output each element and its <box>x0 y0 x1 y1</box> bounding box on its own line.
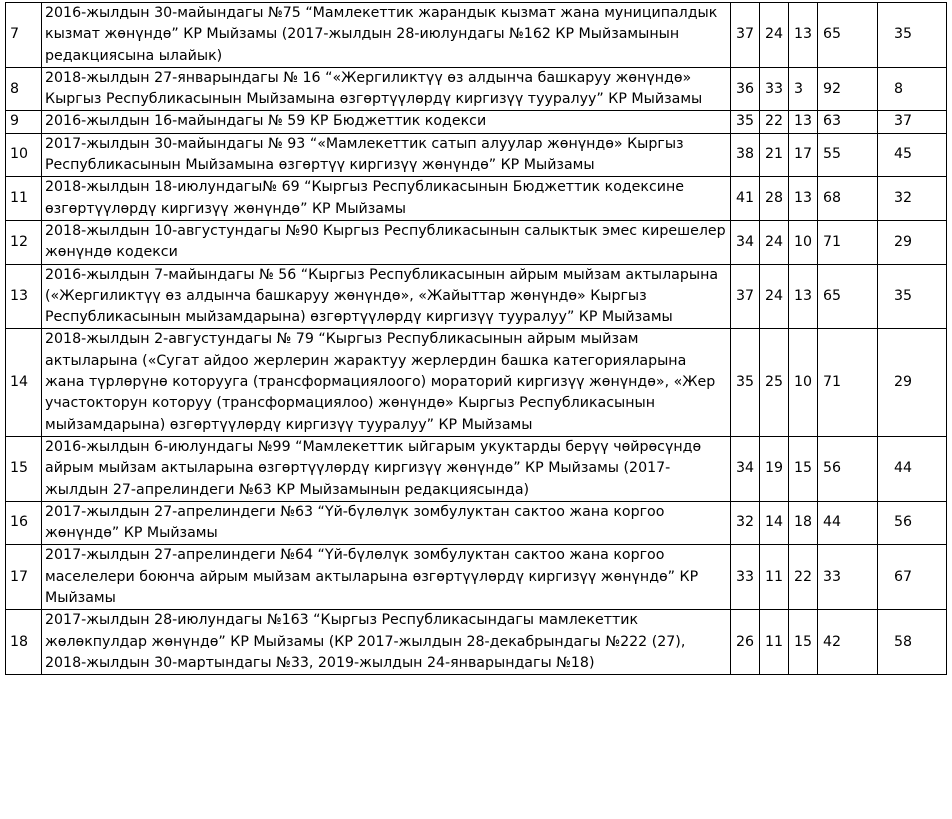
value-col-2: 25 <box>760 329 789 436</box>
value-col-5: 8 <box>878 67 947 111</box>
law-title: 2016-жылдын 6-июлундагы №99 “Мамлекеттик ыйгарым укуктарды берүү чөйрөсүндө айрым мыйзам актыларына өзгөртүүлөрдү киргизүү жөнүндө” КР Мыйзамы (2017-жылдын 27-апрелиндеги №63 КР Мыйзамынын редакциясында) <box>42 436 731 501</box>
value-col-2: 11 <box>760 545 789 610</box>
value-col-3: 10 <box>789 220 818 264</box>
law-title: 2018-жылдын 2-августундагы № 79 “Кыргыз Республикасынын айрым мыйзам актыларына («Сугат айдоо жерлерин жарактуу жерлердин башка категорияларына жана түрлөрүнө которууга (трансформациялоого) мораторий киргизүү жөнүндө», «Жер участокторун которуу (трансформациялоо) жөнүндө» Кыргыз Республикасынын мыйзамдарына) өзгөртүүлөрдү киргизүү тууралуу” КР Мыйзамы <box>42 329 731 436</box>
laws-table <box>5 2 947 675</box>
table-row <box>6 501 947 545</box>
value-col-5: 58 <box>878 610 947 675</box>
table-row <box>6 329 947 436</box>
value-col-4: 63 <box>818 111 878 133</box>
value-col-5: 29 <box>878 220 947 264</box>
value-col-2: 24 <box>760 3 789 68</box>
value-col-5: 44 <box>878 436 947 501</box>
value-col-1: 35 <box>731 329 760 436</box>
law-title: 2017-жылдын 30-майындагы № 93 “«Мамлекеттик сатып алуулар жөнүндө» Кыргыз Республикасынын Мыйзамына өзгөртүү киргизүү жөнүндө” КР Мыйзамы <box>42 133 731 177</box>
table-row <box>6 133 947 177</box>
value-col-3: 18 <box>789 501 818 545</box>
value-col-3: 13 <box>789 111 818 133</box>
value-col-1: 37 <box>731 3 760 68</box>
value-col-5: 32 <box>878 177 947 221</box>
value-col-4: 71 <box>818 220 878 264</box>
value-col-1: 38 <box>731 133 760 177</box>
value-col-4: 71 <box>818 329 878 436</box>
value-col-4: 42 <box>818 610 878 675</box>
table-row <box>6 111 947 133</box>
row-number: 14 <box>6 329 42 436</box>
table-row <box>6 436 947 501</box>
table-row <box>6 67 947 111</box>
value-col-2: 24 <box>760 264 789 329</box>
value-col-4: 44 <box>818 501 878 545</box>
value-col-1: 33 <box>731 545 760 610</box>
value-col-1: 34 <box>731 436 760 501</box>
row-number: 18 <box>6 610 42 675</box>
value-col-4: 55 <box>818 133 878 177</box>
value-col-4: 56 <box>818 436 878 501</box>
value-col-1: 37 <box>731 264 760 329</box>
value-col-3: 15 <box>789 610 818 675</box>
value-col-3: 13 <box>789 3 818 68</box>
row-number: 8 <box>6 67 42 111</box>
value-col-1: 26 <box>731 610 760 675</box>
value-col-3: 13 <box>789 177 818 221</box>
table-body <box>6 3 947 675</box>
value-col-1: 34 <box>731 220 760 264</box>
value-col-2: 21 <box>760 133 789 177</box>
law-title: 2018-жылдын 27-январындагы № 16 “«Жергиликтүү өз алдынча башкаруу жөнүндө» Кыргыз Республикасынын Мыйзамына өзгөртүүлөрдү киргизүү тууралуу” КР Мыйзамы <box>42 67 731 111</box>
value-col-5: 37 <box>878 111 947 133</box>
value-col-3: 10 <box>789 329 818 436</box>
table-row <box>6 610 947 675</box>
value-col-2: 22 <box>760 111 789 133</box>
value-col-2: 24 <box>760 220 789 264</box>
value-col-3: 22 <box>789 545 818 610</box>
table-row <box>6 264 947 329</box>
value-col-3: 15 <box>789 436 818 501</box>
value-col-2: 11 <box>760 610 789 675</box>
value-col-3: 13 <box>789 264 818 329</box>
law-title: 2017-жылдын 28-июлундагы №163 “Кыргыз Республикасындагы мамлекеттик жөлөкпулдар жөнүндө” КР Мыйзамы (КР 2017-жылдын 28-декабрындагы №222 (27), 2018-жылдын 30-мартындагы №33, 2019-жылдын 24-январындагы №18) <box>42 610 731 675</box>
value-col-5: 29 <box>878 329 947 436</box>
value-col-1: 35 <box>731 111 760 133</box>
law-title: 2016-жылдын 7-майындагы № 56 “Кыргыз Республикасынын айрым мыйзам актыларына («Жергиликтүү өз алдынча башкаруу жөнүндө», «Жайыттар жөнүндө» Кыргыз Республикасынын мыйзамдарына) өзгөртүүлөрдү киргизүү тууралуу” КР Мыйзамы <box>42 264 731 329</box>
value-col-5: 35 <box>878 3 947 68</box>
law-title: 2016-жылдын 16-майындагы № 59 КР Бюджеттик кодекси <box>42 111 731 133</box>
row-number: 11 <box>6 177 42 221</box>
value-col-5: 56 <box>878 501 947 545</box>
law-title: 2018-жылдын 10-августундагы №90 Кыргыз Республикасынын салыктык эмес кирешелер жөнүндө кодекси <box>42 220 731 264</box>
value-col-5: 67 <box>878 545 947 610</box>
row-number: 17 <box>6 545 42 610</box>
law-title: 2018-жылдын 18-июлундагы№ 69 “Кыргыз Республикасынын Бюджеттик кодексине өзгөртүүлөрдү киргизүү жөнүндө” КР Мыйзамы <box>42 177 731 221</box>
value-col-2: 14 <box>760 501 789 545</box>
value-col-3: 3 <box>789 67 818 111</box>
value-col-2: 28 <box>760 177 789 221</box>
value-col-4: 33 <box>818 545 878 610</box>
row-number: 13 <box>6 264 42 329</box>
value-col-1: 36 <box>731 67 760 111</box>
value-col-5: 45 <box>878 133 947 177</box>
value-col-5: 35 <box>878 264 947 329</box>
row-number: 10 <box>6 133 42 177</box>
table-row <box>6 220 947 264</box>
law-title: 2017-жылдын 27-апрелиндеги №63 “Үй-бүлөлүк зомбулуктан сактоо жана коргоо жөнүндө” КР Мыйзамы <box>42 501 731 545</box>
value-col-2: 33 <box>760 67 789 111</box>
law-title: 2017-жылдын 27-апрелиндеги №64 “Үй-бүлөлүк зомбулуктан сактоо жана коргоо маселелери боюнча айрым мыйзам актыларына өзгөртүүлөрдү киргизүү жөнүндө” КР Мыйзамы <box>42 545 731 610</box>
value-col-1: 32 <box>731 501 760 545</box>
value-col-4: 65 <box>818 264 878 329</box>
table-row <box>6 177 947 221</box>
value-col-2: 19 <box>760 436 789 501</box>
law-title: 2016-жылдын 30-майындагы №75 “Мамлекеттик жарандык кызмат жана муниципалдык кызмат жөнүндө” КР Мыйзамы (2017-жылдын 28-июлундагы №162 КР Мыйзамынын редакциясына ылайык) <box>42 3 731 68</box>
value-col-1: 41 <box>731 177 760 221</box>
row-number: 7 <box>6 3 42 68</box>
row-number: 15 <box>6 436 42 501</box>
table-row <box>6 3 947 68</box>
value-col-4: 92 <box>818 67 878 111</box>
value-col-4: 68 <box>818 177 878 221</box>
row-number: 12 <box>6 220 42 264</box>
row-number: 9 <box>6 111 42 133</box>
row-number: 16 <box>6 501 42 545</box>
value-col-4: 65 <box>818 3 878 68</box>
value-col-3: 17 <box>789 133 818 177</box>
table-row <box>6 545 947 610</box>
